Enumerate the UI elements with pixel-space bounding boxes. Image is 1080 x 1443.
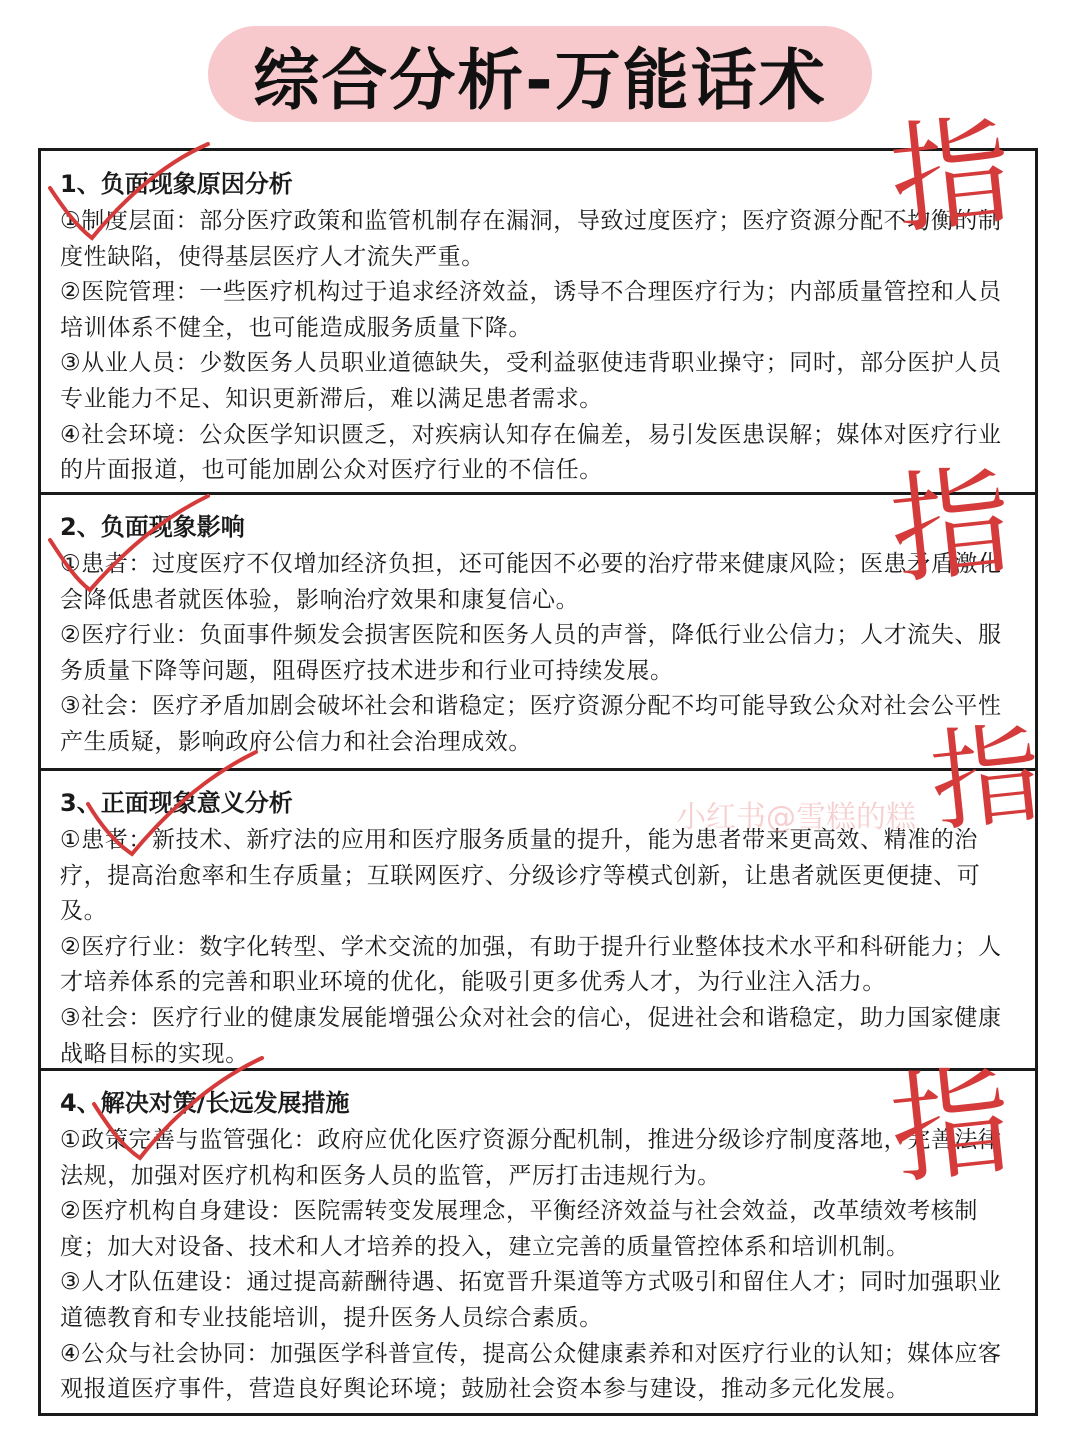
paragraph: ②医疗机构自身建设：医院需转变发展理念，平衡经济效益与社会效益，改革绩效考核制度；加大对设备、技术和人才培养的投入，建立完善的质量管控体系和培训机制。 <box>60 1198 979 1260</box>
section-title: 1、负面现象原因分析 <box>60 170 293 198</box>
paragraph: ①政策完善与监管强化：政府应优化医疗资源分配机制，推进分级诊疗制度落地，完善法律法规，加强对医疗机构和医务人员的监管，严厉打击违规行为。 <box>60 1127 1002 1189</box>
paragraph: ②医疗行业：数字化转型、学术交流的加强，有助于提升行业整体技术水平和科研能力；人才培养体系的完善和职业环境的优化，能吸引更多优秀人才，为行业注入活力。 <box>60 933 1002 996</box>
paragraph: ①制度层面：部分医疗政策和监管机制存在漏洞，导致过度医疗；医疗资源分配不均衡的制度性缺陷，使得基层医疗人才流失严重。 <box>60 208 1002 270</box>
watermark: 小红书@雪糕的糕 <box>676 800 916 835</box>
section-title: 4、解决对策/长远发展措施 <box>60 1089 350 1117</box>
handwritten-mark-icon: 指 <box>884 1051 1019 1202</box>
paragraph: ③社会：医疗矛盾加剧会破坏社会和谐稳定；医疗资源分配不均可能导致公众对社会公平性产生质疑，影响政府公信力和社会治理成效。 <box>60 693 1002 755</box>
section-negative-impact <box>38 492 1038 768</box>
paragraph: ③从业人员：少数医务人员职业道德缺失，受利益驱使违背职业操守；同时，部分医护人员专业能力不足、知识更新滞后，难以满足患者需求。 <box>60 350 1002 412</box>
paragraph: ①患者：新技术、新疗法的应用和医疗服务质量的提升，能为患者带来更高效、精准的治疗，提高治愈率和生存质量；互联网医疗、分级诊疗等模式创新，让患者就医更便捷、可及。 <box>60 827 981 925</box>
section-negative-causes <box>38 152 1038 494</box>
handwritten-mark-icon: 指 <box>884 101 1019 252</box>
handwritten-mark-icon: 指 <box>884 451 1019 602</box>
handwritten-mark-icon: 指 <box>924 708 1048 848</box>
section-title: 2、负面现象影响 <box>60 513 245 541</box>
page-title: 综合分析-万能话术 <box>208 26 872 122</box>
section-title: 3、正面现象意义分析 <box>60 789 293 817</box>
paragraph: ②医疗行业：负面事件频发会损害医院和医务人员的声誉，降低行业公信力；人才流失、服务质量下降等问题，阻碍医疗技术进步和行业可持续发展。 <box>60 622 1002 684</box>
paragraph: ③人才队伍建设：通过提高薪酬待遇、拓宽晋升渠道等方式吸引和留住人才；同时加强职业道德教育和专业技能培训，提升医务人员综合素质。 <box>60 1269 1002 1331</box>
paragraph: ④公众与社会协同：加强医学科普宣传，提高公众健康素养和对医疗行业的认知；媒体应客观报道医疗事件，营造良好舆论环境；鼓励社会资本参与建设，推动多元化发展。 <box>60 1340 1002 1403</box>
section-solutions <box>38 1068 1038 1414</box>
paragraph: ③社会：医疗行业的健康发展能增强公众对社会的信心，促进社会和谐稳定，助力国家健康战略目标的实现。 <box>60 1004 1002 1067</box>
paragraph: ②医院管理：一些医疗机构过于追求经济效益，诱导不合理医疗行为；内部质量管控和人员培训体系不健全，也可能造成服务质量下降。 <box>60 279 1002 341</box>
paragraph: ①患者：过度医疗不仅增加经济负担，还可能因不必要的治疗带来健康风险；医患矛盾激化会降低患者就医体验，影响治疗效果和康复信心。 <box>60 551 1002 613</box>
paragraph: ④社会环境：公众医学知识匮乏，对疾病认知存在偏差，易引发医患误解；媒体对医疗行业的片面报道，也可能加剧公众对医疗行业的不信任。 <box>60 421 1002 484</box>
